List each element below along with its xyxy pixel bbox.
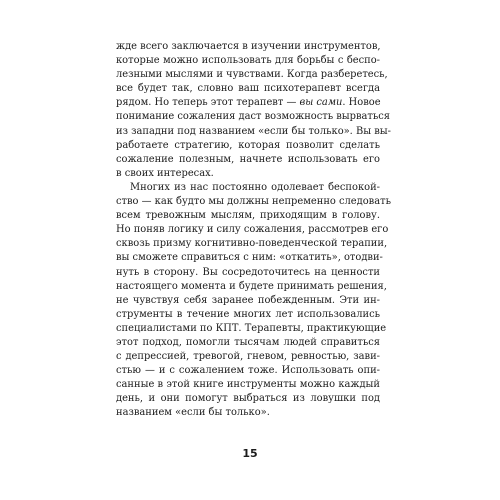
text-line: названием «если бы только». <box>116 407 270 419</box>
text-line: нуть в сторону. Вы сосредоточитесь на ценности <box>116 266 380 278</box>
text-line: работаете стратегию, которая позволит сделать <box>116 139 380 151</box>
text-line: из западни под названием «если бы только». Вы вы- <box>116 125 391 137</box>
text-line: специалистами по КПТ. Терапевты, практикующие <box>116 322 387 334</box>
text-line: лезными мыслями и чувствами. Когда разберетесь, <box>116 69 388 81</box>
page-number: 15 <box>242 447 258 460</box>
text-line: которые можно использовать для борьбы с беспо- <box>116 55 380 67</box>
text-line: с депрессией, тревогой, гневом, ревностью, зави- <box>116 351 380 363</box>
text-line: настоящего момента и будете принимать решения, <box>116 280 387 292</box>
body-text <box>116 40 391 421</box>
text-run: . Новое <box>342 97 381 109</box>
paragraph-2 <box>116 181 391 421</box>
text-line: понимание сожаления даст возможность вырваться <box>116 111 391 123</box>
text-line: ство — как будто мы должны непременно следовать <box>116 196 391 208</box>
emphasized-text: вы сами <box>299 97 343 109</box>
text-line: сквозь призму когнитивно-поведенческой терапии, <box>116 238 388 250</box>
text-line: вы сможете справиться с ним: «откатить», отодви- <box>116 252 383 264</box>
text-line: Но поняв логику и силу сожаления, рассмотрев его <box>116 224 389 236</box>
text-line: жде всего заключается в изучении инструментов, <box>116 41 381 52</box>
text-run: рядом. Но теперь этот терапевт — <box>116 97 300 109</box>
text-line: стью — и с сожалением тоже. Использовать опи- <box>116 365 380 377</box>
text-line: этот подход, помогли тысячам людей справиться <box>116 336 380 348</box>
text-line: санные в этой книге инструменты можно каждый <box>116 379 380 391</box>
text-line: в своих интересах. <box>116 167 214 179</box>
paragraph-1 <box>116 40 391 181</box>
text-line <box>116 96 380 110</box>
text-line: струменты в течение многих лет использовались <box>116 308 380 320</box>
text-line: Многих из нас постоянно одолевает беспокой- <box>130 181 380 193</box>
text-line: не чувствуя себя заранее побежденным. Эти ин- <box>116 294 380 306</box>
text-line: сожаление полезным, начнете использовать его <box>116 153 380 165</box>
text-line: всем тревожным мыслям, приходящим в голову. <box>116 210 380 222</box>
text-line: все будет так, словно ваш психотерапевт всегда <box>116 83 380 95</box>
text-line: день, и они помогут выбраться из ловушки под <box>116 393 380 405</box>
